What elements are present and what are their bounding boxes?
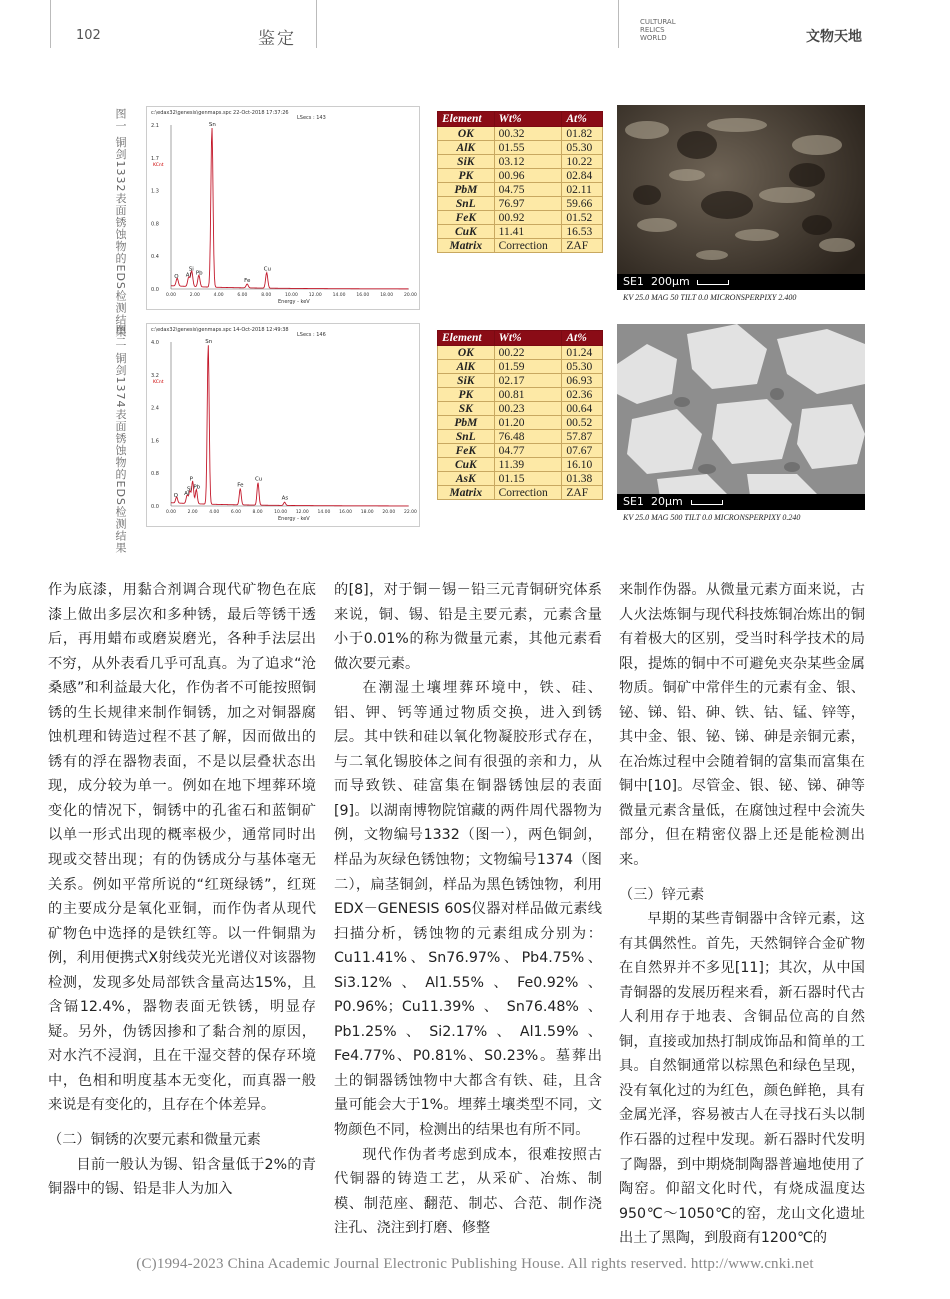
- chart-header: c:\edax32\genesis\genmaps.spc 22-Oct-2018 17:37:26: [151, 110, 289, 116]
- table-cell: Matrix: [438, 239, 495, 253]
- x-tick-label: 2.00: [187, 510, 198, 515]
- peak-label: Cu: [263, 266, 272, 273]
- table-cell: AlK: [438, 360, 495, 374]
- table-cell: 06.93: [562, 374, 603, 388]
- table-cell: Correction: [494, 239, 562, 253]
- table-cell: SnL: [438, 197, 495, 211]
- x-tick-label: 6.00: [237, 293, 248, 298]
- x-tick-label: 16.00: [356, 293, 370, 298]
- paragraph: 的[8]，对于铜－锡－铅三元青铜研究体系来说，铜、锡、铅是主要元素，元素含量小于0.01%的称为微量元素，其他元素看做次要元素。: [334, 582, 602, 672]
- table-cell: PK: [438, 169, 495, 183]
- x-tick-label: 10.00: [285, 293, 298, 298]
- y-tick-label: 0.8: [151, 221, 159, 228]
- table-cell: 59.66: [562, 197, 603, 211]
- peak-label: Si: [186, 486, 192, 493]
- peak-label: Pb: [193, 484, 201, 491]
- table-cell: SK: [438, 402, 495, 416]
- x-tick-label: 20.00: [382, 510, 396, 515]
- table-row: [438, 141, 603, 155]
- y-axis-label: KCnt: [153, 380, 164, 385]
- sem-scale-bar: SE1 20μm: [617, 494, 865, 510]
- paragraph: 作为底漆，用黏合剂调合现代矿物色在底漆上做出多层次和多种锈，最后等锈干透后，再用蜡布或磨炭磨光，各种手法层出不穷，从外表看几乎可乱真。为了追求“沧桑感”和利益最大化，作伪者不可能按照铜锈的生长规律来制作铜锈，加之对铜器腐蚀机理和铸造过程不甚了解，因而做出的锈有的浮在器物表面，不是以层叠状态出现，成分较为单一。例如在地下埋葬环境变化的情况下，铜锈中的孔雀石和蓝铜矿以单一形式出现的概率极少，通常同时出现或交替出现；有的伪锈成分与基体毫无关系。例如平常所说的“红斑绿锈”，红斑的主要成分是氧化亚铜，而作伪者从现代矿物色中选择的是铁红等。以一件铜鼎为例，利用便携式X射线荧光光谱仪对该器物检测，发现多处局部铁含量高达15%，且含镉12.4%，器物表面无铁锈，明显存疑。另外，伪锈因掺和了黏合剂的原因，对水汽不浸润，且在干湿交替的保存环境中，色相和明度基本无变化，而真器一般来说是有变化的，且存在个体差异。: [48, 582, 316, 1114]
- spectrum-line: [171, 128, 408, 289]
- table-row: [438, 155, 603, 169]
- table-header: At%: [562, 112, 603, 127]
- table-cell: Matrix: [438, 486, 495, 500]
- table-cell: FeK: [438, 211, 495, 225]
- table-cell: 00.64: [562, 402, 603, 416]
- peak-label: Pb: [195, 270, 203, 277]
- figure1-caption: 图一 铜剑1332表面锈蚀物的EDS检测结果: [114, 108, 127, 338]
- table-row: [438, 374, 603, 388]
- figure2-sem-image: [617, 324, 865, 526]
- table-cell: 01.15: [494, 472, 562, 486]
- table-cell: AsK: [438, 472, 495, 486]
- paragraph: 目前一般认为锡、铅含量低于2%的青铜器中的锡、铅是非人为加入: [48, 1156, 316, 1198]
- table-cell: 02.36: [562, 388, 603, 402]
- table-cell: 00.22: [494, 346, 562, 360]
- table-row: [438, 402, 603, 416]
- table-cell: ZAF: [562, 239, 603, 253]
- table-cell: SnL: [438, 430, 495, 444]
- chart-header: LSecs : 143: [297, 115, 326, 121]
- peak-label: Si: [188, 266, 194, 273]
- table-cell: ZAF: [562, 486, 603, 500]
- paragraph: 在潮湿土壤埋葬环境中，铁、硅、铝、钾、钙等通过物质交换，进入到锈层。其中铁和硅以氧化物凝胶形式存在，与二氧化锡胶体之间有很强的亲和力，从而导致铁、硅富集在铜器锈蚀层的表面[9]。以湖南博物院馆藏的两件周代器物为例，文物编号1332（图一），两色铜剑，样品为灰绿色锈蚀物；文物编号1374（图二），扁茎铜剑，样品为黑色锈蚀物，利用EDX－GENESIS 60S仪器对样品做元素线扫描分析，锈蚀物的元素组成分别为：Cu11.41%、Sn76.97%、Pb4.75%、Si3.12%、Al1.55%、Fe0.92%、P0.96%；Cu11.39%、Sn76.48%、Pb1.25%、Si2.17%、Al1.59%、Fe4.77%、P0.81%、S0.23%。墓葬出土的铜器锈蚀物中大都含有铁、硅，且含量可能会大于1%。埋葬土壤类型不同，文物颜色不同，检测出的结果也有所不同。: [334, 680, 602, 1139]
- table-row: [438, 472, 603, 486]
- figure1-element-table: [437, 111, 603, 253]
- x-tick-label: 14.00: [332, 293, 346, 298]
- y-tick-label: 2.4: [151, 405, 159, 412]
- table-row: [438, 169, 603, 183]
- y-tick-label: 2.1: [151, 123, 159, 129]
- x-tick-label: 8.00: [261, 293, 272, 298]
- table-row: [438, 430, 603, 444]
- text-column-2: [334, 578, 602, 1241]
- x-tick-label: 14.00: [317, 510, 331, 515]
- table-cell: SiK: [438, 155, 495, 169]
- peak-label: Sn: [205, 339, 213, 346]
- figure2-eds-spectrum: [146, 323, 420, 527]
- y-tick-label: 4.0: [151, 340, 159, 346]
- table-row: [438, 346, 603, 360]
- chart-header: c:\edax32\genesis\genmaps.spc 14-Oct-2018 12:49:38: [151, 327, 289, 333]
- table-cell: 01.38: [562, 472, 603, 486]
- table-cell: 02.84: [562, 169, 603, 183]
- magazine-logo: CULTURAL RELICS WORLD: [640, 18, 676, 42]
- x-tick-label: 22.00: [404, 510, 417, 515]
- table-cell: CuK: [438, 225, 495, 239]
- table-cell: 10.22: [562, 155, 603, 169]
- table-cell: 01.52: [562, 211, 603, 225]
- table-cell: 00.96: [494, 169, 562, 183]
- y-tick-label: 0.0: [151, 287, 159, 293]
- y-tick-label: 1.3: [151, 188, 159, 195]
- table-cell: 01.24: [562, 346, 603, 360]
- table-row: [438, 127, 603, 141]
- peak-label: Al: [185, 272, 192, 279]
- sem-scale-bar: SE1 200μm: [617, 274, 865, 290]
- figure2-caption: 图二 铜剑1374表面锈蚀物的EDS检测结果: [114, 324, 127, 554]
- x-tick-label: 0.00: [166, 293, 177, 298]
- x-tick-label: 20.00: [404, 293, 417, 298]
- peak-label: Cu: [254, 476, 263, 483]
- section-heading: （二）铜锈的次要元素和微量元素: [48, 1132, 261, 1149]
- text-column-1: [48, 578, 316, 1202]
- y-tick-label: 1.7: [151, 155, 159, 162]
- table-cell: Correction: [494, 486, 562, 500]
- x-tick-label: 10.00: [274, 510, 288, 515]
- table-row: [438, 360, 603, 374]
- table-header: Element: [438, 112, 495, 127]
- table-cell: CuK: [438, 458, 495, 472]
- table-header: Wt%: [494, 112, 562, 127]
- peak-label: Sn: [208, 121, 216, 128]
- paragraph: 来制作伪器。从微量元素方面来说，古人火法炼铜与现代科技炼铜冶炼出的铜有着极大的区别，受当时科学技术的局限，提炼的铜中不可避免夹杂某些金属物质。铜矿中常伴生的元素有金、银、铋、锑、铅、砷、铁、钴、锰、锌等，其中金、银、铋、锑、砷是亲铜元素，在冶炼过程中会随着铜的富集而富集在铜中[10]。尽管金、银、铋、锑、砷等微量元素含量低，在腐蚀过程中会流失部分，但在精密仪器上还是能检测出来。: [619, 582, 865, 869]
- figure1-sem-image: [617, 105, 865, 306]
- x-tick-label: 6.00: [230, 510, 241, 515]
- paragraph: 早期的某些青铜器中含锌元素，这有其偶然性。首先，天然铜锌合金矿物在自然界并不多见[11]；其次，从中国青铜器的发展历程来看，新石器时代古人利用存于地表、含铜品位高的自然铜，直接或加热打制成饰品和简单的工具。自然铜通常以棕黑色和绿色呈现，没有氧化过的为红色，颜色鲜艳，具有金属光泽，容易被古人在寻找石头以制作石器的过程中发现。新石器时代发明了陶器，到中期烧制陶器普遍地使用了陶窑。仰韶文化时代，有烧成温度达950℃～1050℃的窑，龙山文化遗址出土了黑陶，到殷商有1200℃的: [619, 911, 865, 1247]
- table-row: [438, 486, 603, 500]
- figure1-eds-spectrum: [146, 106, 420, 310]
- table-cell: 01.59: [494, 360, 562, 374]
- section-title: 鉴定: [258, 29, 296, 49]
- sem-meta: KV 25.0 MAG 50 TILT 0.0 MICRONSPERPIXY 2.400: [617, 290, 865, 306]
- table-cell: 03.12: [494, 155, 562, 169]
- table-cell: 05.30: [562, 360, 603, 374]
- table-cell: 01.55: [494, 141, 562, 155]
- x-tick-label: 12.00: [295, 510, 309, 515]
- peak-label: As: [281, 495, 289, 502]
- table-cell: PK: [438, 388, 495, 402]
- section-heading: （三）锌元素: [619, 886, 705, 903]
- table-cell: 00.81: [494, 388, 562, 402]
- table-header: At%: [562, 331, 603, 346]
- table-cell: PbM: [438, 416, 495, 430]
- table-cell: 01.82: [562, 127, 603, 141]
- figure2-element-table: [437, 330, 603, 500]
- y-tick-label: 0.8: [151, 471, 159, 478]
- peak-label: O: [174, 274, 179, 281]
- table-cell: 00.32: [494, 127, 562, 141]
- table-cell: 16.10: [562, 458, 603, 472]
- table-row: [438, 211, 603, 225]
- x-tick-label: 8.00: [252, 510, 263, 515]
- x-tick-label: 18.00: [360, 510, 374, 515]
- table-cell: 07.67: [562, 444, 603, 458]
- y-axis-label: KCnt: [153, 163, 164, 168]
- y-tick-label: 0.4: [151, 254, 159, 261]
- peak-label: Fe: [244, 278, 251, 285]
- chart-header: LSecs : 146: [297, 332, 326, 338]
- table-row: [438, 183, 603, 197]
- table-cell: 00.52: [562, 416, 603, 430]
- table-cell: 16.53: [562, 225, 603, 239]
- x-axis-label: Energy - keV: [278, 299, 310, 305]
- peak-label: P: [189, 476, 193, 483]
- table-cell: 57.87: [562, 430, 603, 444]
- y-tick-label: 3.2: [151, 372, 159, 379]
- table-row: [438, 239, 603, 253]
- table-row: [438, 444, 603, 458]
- table-cell: 00.92: [494, 211, 562, 225]
- table-cell: PbM: [438, 183, 495, 197]
- spectrum-line: [171, 345, 408, 506]
- x-tick-label: 18.00: [380, 293, 394, 298]
- x-tick-label: 0.00: [166, 510, 177, 515]
- peak-label: O: [173, 492, 178, 499]
- sem-meta: KV 25.0 MAG 500 TILT 0.0 MICRONSPERPIXY 0.240: [617, 510, 865, 526]
- table-row: [438, 458, 603, 472]
- table-row: [438, 197, 603, 211]
- x-tick-label: 4.00: [209, 510, 220, 515]
- x-tick-label: 16.00: [339, 510, 352, 515]
- table-cell: 76.48: [494, 430, 562, 444]
- x-axis-label: Energy - keV: [278, 516, 310, 522]
- paragraph: 现代作伪者考虑到成本，很难按照古代铜器的铸造工艺，从采矿、冶炼、制模、制范座、翻范、制芯、合范、制作浇注孔、浇注到打磨、修整: [334, 1146, 602, 1237]
- table-cell: 04.75: [494, 183, 562, 197]
- copyright-footer: (C)1994-2023 China Academic Journal Electronic Publishing House. All rights reserved. http://www.cnki.net: [136, 1256, 814, 1272]
- x-tick-label: 2.00: [189, 293, 200, 298]
- text-column-3: [619, 578, 865, 1251]
- table-cell: 05.30: [562, 141, 603, 155]
- table-cell: OK: [438, 127, 495, 141]
- page-number: 102: [76, 28, 101, 43]
- x-tick-label: 4.00: [213, 293, 224, 298]
- peak-label: Al: [184, 490, 190, 497]
- table-cell: 11.39: [494, 458, 562, 472]
- table-row: [438, 225, 603, 239]
- table-header: Wt%: [494, 331, 562, 346]
- table-row: [438, 416, 603, 430]
- y-tick-label: 1.6: [151, 438, 159, 445]
- table-cell: 11.41: [494, 225, 562, 239]
- table-cell: AlK: [438, 141, 495, 155]
- table-cell: OK: [438, 346, 495, 360]
- table-cell: 02.17: [494, 374, 562, 388]
- table-header: Element: [438, 331, 495, 346]
- table-row: [438, 388, 603, 402]
- x-tick-label: 12.00: [308, 293, 322, 298]
- table-cell: 02.11: [562, 183, 603, 197]
- brand-name: 文物天地: [806, 29, 862, 45]
- table-cell: 00.23: [494, 402, 562, 416]
- table-cell: 04.77: [494, 444, 562, 458]
- table-cell: SiK: [438, 374, 495, 388]
- table-cell: 01.20: [494, 416, 562, 430]
- table-cell: FeK: [438, 444, 495, 458]
- table-cell: 76.97: [494, 197, 562, 211]
- peak-label: Fe: [237, 482, 244, 489]
- y-tick-label: 0.0: [151, 504, 159, 510]
